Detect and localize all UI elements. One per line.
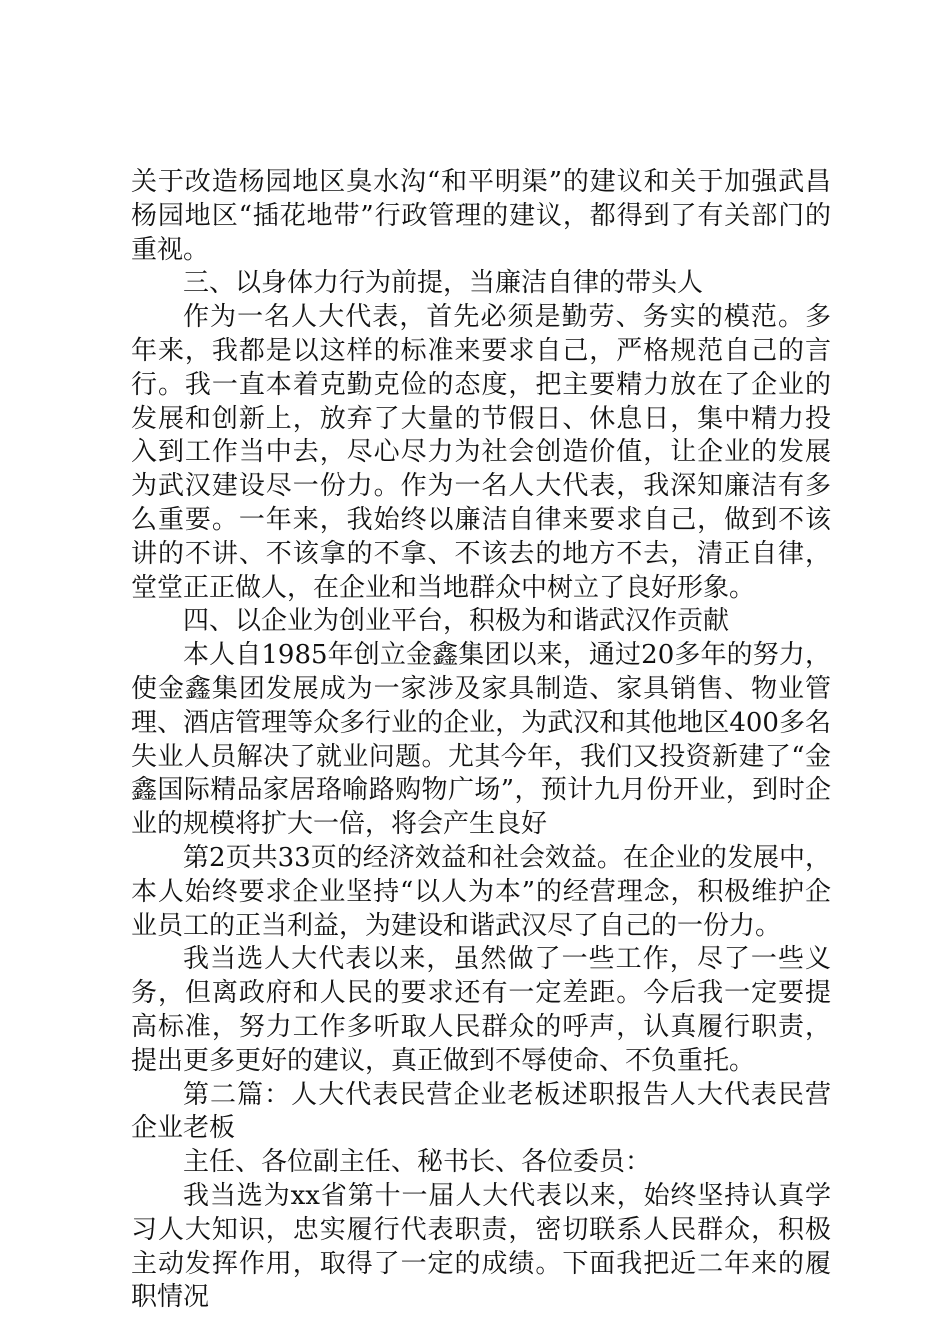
paragraph-intro: 关于改造杨园地区臭水沟“和平明渠”的建议和关于加强武昌杨园地区“插花地带”行政管理的建议，都得到了有关部门的重视。 — [131, 167, 831, 265]
document-body — [131, 166, 831, 1315]
paragraph-commitment: 我当选人大代表以来，虽然做了一些工作，尽了一些义务，但离政府和人民的要求还有一定差距。今后我一定要提高标准，努力工作多听取人民群众的呼声，认真履行职责，提出更多更好的建议，真正做到不辱使命、不负重托。 — [131, 944, 831, 1076]
salutation: 主任、各位副主任、秘书长、各位委员： — [183, 1147, 652, 1178]
section-heading-four: 四、以企业为创业平台，积极为和谐武汉作贡献 — [183, 606, 730, 637]
section-heading-three: 三、以身体力行为前提，当廉洁自律的带头人 — [183, 268, 704, 299]
paragraph-benefits: 第2页共33页的经济效益和社会效益。在企业的发展中，本人始终要求企业坚持“以人为本”的经营理念，积极维护企业员工的正当利益，为建设和谐武汉尽了自己的一份力。 — [131, 842, 831, 941]
paragraph-enterprise: 本人自1985年创立金鑫集团以来，通过20多年的努力，使金鑫集团发展成为一家涉及家具制造、家具销售、物业管理、酒店管理等众多行业的企业，为武汉和其他地区400多名失业人员解决了就业问题。尤其今年，我们又投资新建了“金鑫国际精品家居珞喻路购物广场”，预计九月份开业，到时企业的规模将扩大一倍，将会产生良好 — [131, 640, 831, 840]
part-two-title: 第二篇：人大代表民营企业老板述职报告人大代表民营企业老板 — [131, 1079, 831, 1144]
paragraph-integrity: 作为一名人大代表，首先必须是勤劳、务实的模范。多年来，我都是以这样的标准来要求自己，严格规范自己的言行。我一直本着克勤克俭的态度，把主要精力放在了企业的发展和创新上，放弃了大量的节假日、休息日，集中精力投入到工作当中去，尽心尽力为社会创造价值，让企业的发展为武汉建设尽一份力。作为一名人大代表，我深知廉洁有多么重要。一年来，我始终以廉洁自律来要求自己，做到不该讲的不讲、不该拿的不拿、不该去的地方不去，清正自律，堂堂正正做人，在企业和当地群众中树立了良好形象。 — [131, 302, 831, 603]
paragraph-report-opening: 我当选为xx省第十一届人大代表以来，始终坚持认真学习人大知识，忠实履行代表职责，密切联系人民群众，积极主动发挥作用，取得了一定的成绩。下面我把近二年来的履职情况 — [131, 1180, 831, 1313]
